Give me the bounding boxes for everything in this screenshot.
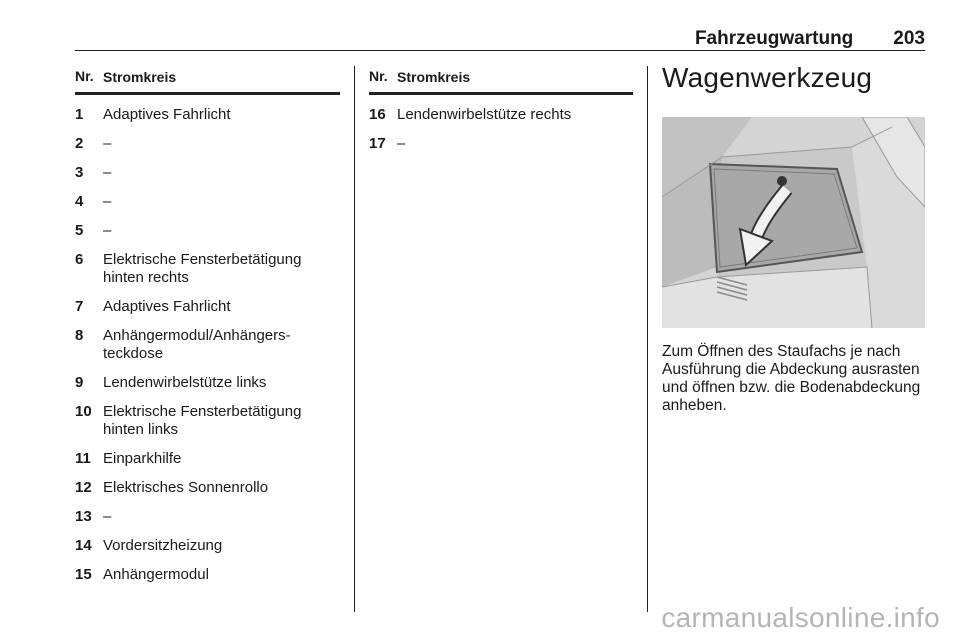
row-circuit: Einparkhilfe (103, 450, 182, 467)
table-row (369, 106, 633, 124)
row-number: 4 (75, 193, 84, 210)
row-circuit: – (103, 193, 112, 210)
row-circuit: Lendenwirbelstütze rechts (397, 106, 572, 123)
row-number: 10 (75, 403, 92, 420)
table-row (75, 164, 340, 182)
row-number: 17 (369, 135, 386, 152)
table-row (75, 106, 340, 124)
page-number: 203 (893, 28, 925, 49)
table-row (75, 251, 340, 287)
table-row (75, 508, 340, 526)
right-column (662, 62, 927, 94)
row-number: 11 (75, 450, 91, 467)
row-number: 8 (75, 327, 84, 344)
col-header-circuit: Stromkreis (103, 69, 177, 85)
row-number: 9 (75, 374, 84, 391)
figure-caption: Zum Öffnen des Staufachs je nach Ausführung die Abdeckung ausrasten und öffnen bzw. die Bodenabdeckung anheben. (662, 343, 921, 414)
row-circuit: Elektrische Fensterbetätigung hinten rechts (103, 251, 302, 286)
table-row (75, 537, 340, 555)
row-circuit: Lendenwirbelstütze links (103, 374, 267, 391)
row-number: 6 (75, 251, 84, 268)
table-row (75, 327, 340, 363)
row-number: 1 (75, 106, 84, 123)
table-row (75, 479, 340, 497)
col-header-nr: Nr. (369, 68, 388, 84)
table-row (75, 450, 340, 468)
row-number: 2 (75, 135, 84, 152)
section-heading: Wagenwerkzeug (662, 62, 873, 93)
row-circuit: Elektrisches Sonnenrollo (103, 479, 269, 496)
row-circuit: Vordersitzheizung (103, 537, 223, 554)
table-row (75, 193, 340, 211)
row-number: 13 (75, 508, 92, 525)
row-number: 15 (75, 566, 92, 583)
column-divider-2 (647, 66, 648, 612)
fuse-table-middle (369, 68, 633, 153)
row-circuit: – (103, 508, 112, 525)
row-number: 16 (369, 106, 386, 123)
row-circuit: Anhängermodul/Anhängersteckdose (103, 327, 291, 362)
trunk-figure-svg (662, 117, 925, 328)
row-number: 14 (75, 537, 92, 554)
col-header-circuit: Stromkreis (397, 69, 471, 85)
row-circuit: – (397, 135, 406, 152)
row-number: 7 (75, 298, 84, 315)
row-circuit: – (103, 135, 112, 152)
section-title: Fahrzeugwartung (694, 28, 854, 49)
row-circuit: Adaptives Fahrlicht (103, 298, 231, 315)
row-circuit: – (103, 222, 112, 239)
table-row (75, 222, 340, 240)
watermark: carmanualsonline.info (661, 602, 940, 633)
column-divider-1 (354, 66, 355, 612)
row-number: 3 (75, 164, 84, 181)
table-row (369, 135, 633, 153)
table-row (75, 566, 340, 584)
row-circuit: Adaptives Fahrlicht (103, 106, 231, 123)
table-row (75, 298, 340, 316)
page-header (75, 28, 925, 51)
table-row (75, 135, 340, 153)
table-row (75, 403, 340, 439)
row-number: 5 (75, 222, 84, 239)
table-header (369, 68, 633, 95)
col-header-nr: Nr. (75, 68, 94, 84)
row-circuit: – (103, 164, 112, 181)
fuse-table-left (75, 68, 340, 584)
table-row (75, 374, 340, 392)
row-circuit: Elektrische Fensterbetätigung hinten links (103, 403, 302, 438)
storage-compartment-illustration (662, 117, 925, 328)
row-circuit: Anhängermodul (103, 566, 209, 583)
table-header (75, 68, 340, 95)
row-number: 12 (75, 479, 92, 496)
